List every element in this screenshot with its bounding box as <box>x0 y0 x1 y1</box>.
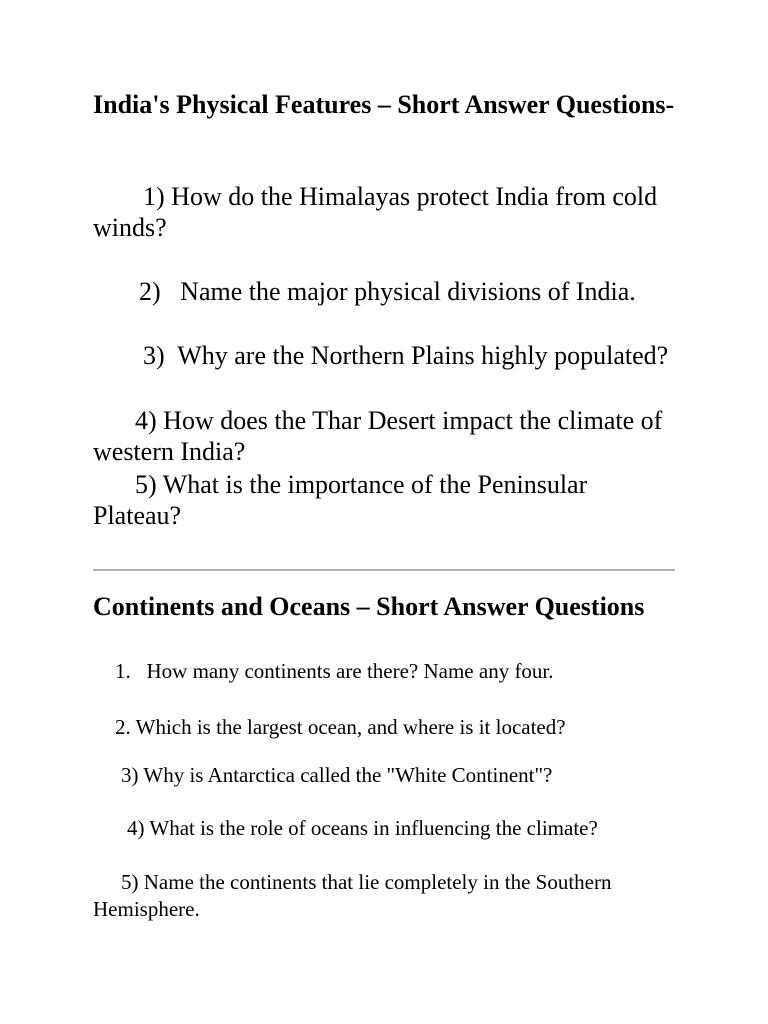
section2-question-1 <box>93 658 675 685</box>
section2-question-4 <box>93 815 675 842</box>
question-text: Name the continents that lie completely in the Southern Hemisphere. <box>93 870 612 921</box>
section1-question-5 <box>93 469 675 531</box>
question-text: How do the Himalayas protect India from cold winds? <box>93 182 658 242</box>
section1-heading: India's Physical Features – Short Answer Questions- <box>93 90 675 119</box>
section2-heading: Continents and Oceans – Short Answer Questions <box>93 592 645 621</box>
question-number: 2) <box>139 277 161 306</box>
section1-question-1 <box>93 181 675 243</box>
question-number: 4) <box>127 816 145 840</box>
question-text: How many continents are there? Name any four. <box>146 659 554 683</box>
question-number: 5) <box>135 470 157 499</box>
question-text: Why is Antarctica called the "White Continent"? <box>143 763 553 787</box>
question-number: 1) <box>143 182 165 211</box>
section1-question-2 <box>139 276 675 307</box>
question-text: How does the Thar Desert impact the climate of western India? <box>93 406 663 466</box>
question-number: 1. <box>115 659 131 683</box>
question-number: 4) <box>135 406 157 435</box>
section-divider <box>93 569 675 571</box>
question-text: Which is the largest ocean, and where is it located? <box>135 715 566 739</box>
section2-question-3 <box>93 762 675 789</box>
question-text: Why are the Northern Plains highly populated? <box>177 341 669 370</box>
section1-question-3 <box>93 340 675 371</box>
section2-question-5 <box>93 869 675 923</box>
section2-question-2 <box>93 714 675 741</box>
question-number: 3) <box>143 341 165 370</box>
question-number: 3) <box>121 763 139 787</box>
question-number: 5) <box>121 870 139 894</box>
question-text: Name the major physical divisions of India. <box>180 277 636 306</box>
question-text: What is the importance of the Peninsular Plateau? <box>93 470 588 530</box>
question-number: 2. <box>115 715 131 739</box>
section1-question-4 <box>93 405 675 467</box>
question-text: What is the role of oceans in influencing the climate? <box>149 816 598 840</box>
